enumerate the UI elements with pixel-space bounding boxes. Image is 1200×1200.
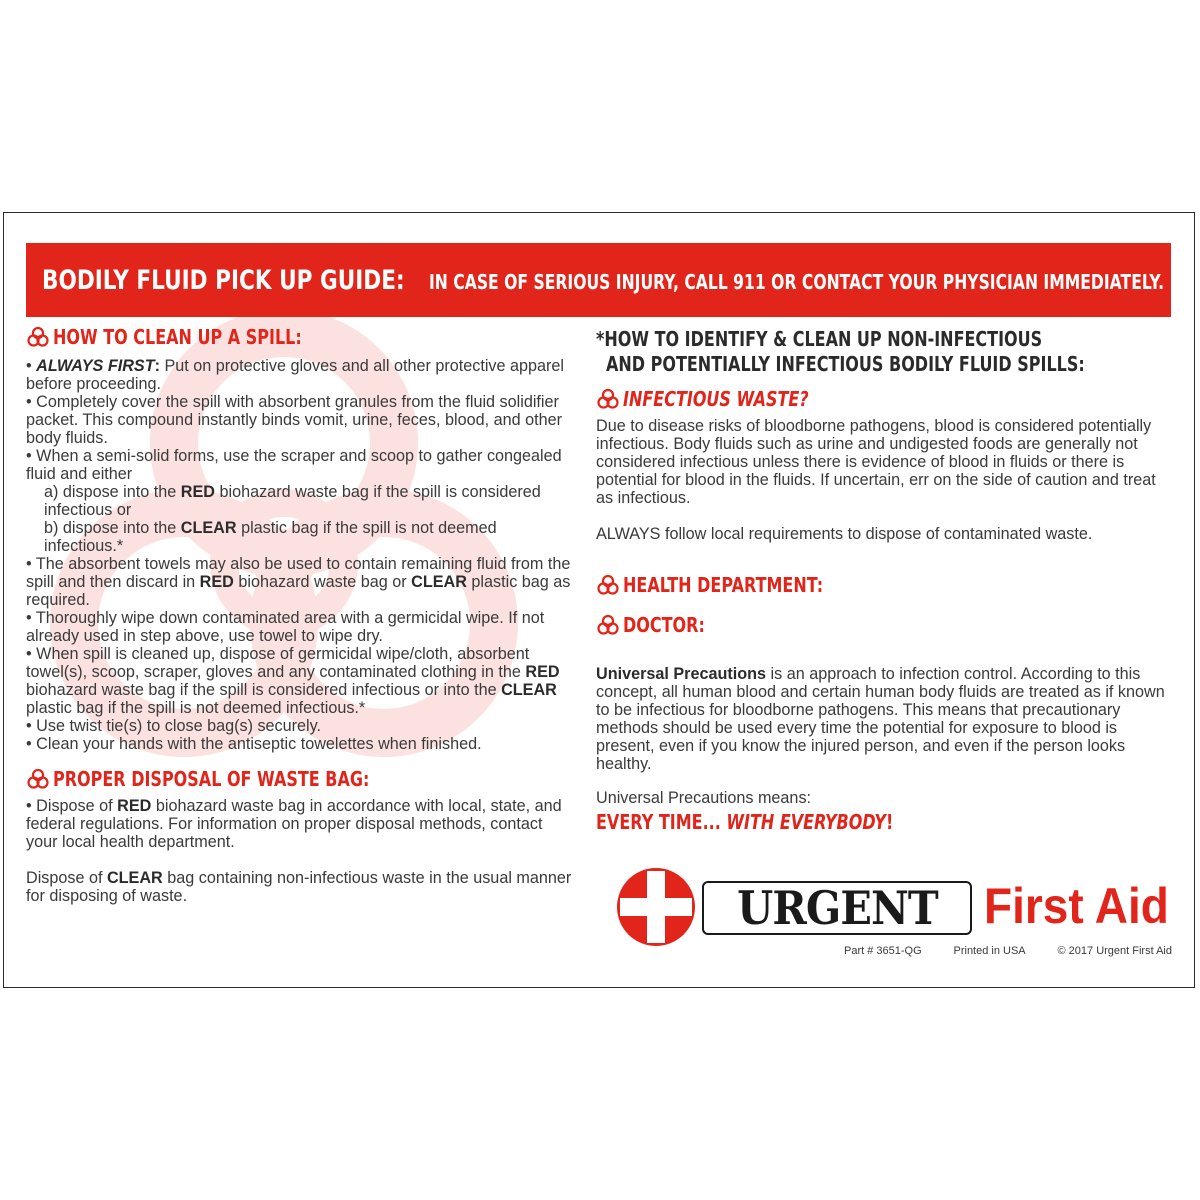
with-everybody-text: WITH EVERYBODY [726, 810, 886, 834]
list-item: • Thoroughly wipe down contaminated area with a germicidal wipe. If not already used in step above, use towel to wipe dry. [26, 609, 545, 645]
urgent-first-aid-logo [616, 865, 1176, 945]
option-text: biohazard waste bag if the spill is considered infectious or [44, 483, 541, 519]
paragraph-text: bag containing non-infectious waste in the usual manner for disposing of waste. [26, 869, 572, 905]
right-column [596, 327, 1172, 835]
biohazard-icon [596, 387, 620, 411]
list-item: • ALWAYS FIRST: Put on protective gloves and all other protective apparel before proceeding. [26, 357, 565, 393]
means-text: Universal Precautions means: [596, 789, 812, 807]
list-item-text: The absorbent towels may also be used to contain remaining fluid from the spill and then discard in [26, 555, 571, 591]
urgent-wordmark [702, 881, 972, 935]
option-text: a) dispose into the [44, 483, 177, 501]
infectious-heading-text: INFECTIOUS WASTE? [623, 387, 809, 411]
guide-card [3, 212, 1195, 988]
option-a [26, 483, 574, 519]
always-first-label: ALWAYS FIRST [36, 357, 155, 375]
identify-heading [596, 327, 1172, 377]
health-department-heading [596, 573, 1172, 597]
infectious-text: Due to disease risks of bloodborne pathogens, blood is considered potentially infectious. Body fluids such as urine and undigested foods are generally not considered infectious unless there is evidence of blood in fluids or there is potential for blood in the fluids. If uncertain, err on the side of caution and treat as infectious. [596, 417, 1156, 507]
list-item: • Dispose of RED biohazard waste bag in accordance with local, state, and federal regulations. For information on proper disposal methods, contact your local health department. [26, 797, 562, 851]
clear-word: CLEAR [180, 519, 237, 537]
infectious-text-block [596, 417, 1172, 543]
universal-precautions-text: is an approach to infection control. According to this concept, all human blood and certain human body fluids are treated as if known to be infectious for bloodborne pathogens. This means that precautionary methods should be used every time the potential for exposure to blood is present, even if you know the injured person, and even if the person looks healthy. [596, 665, 1165, 773]
part-number: Part # 3651-QG [844, 945, 922, 957]
list-item-text: plastic bag if the spill is not deemed infectious.* [26, 699, 366, 717]
list-item-text: biohazard waste bag in accordance with local, state, and federal regulations. For information on proper disposal methods, contact your local health department. [26, 797, 562, 851]
infectious-heading [596, 387, 1172, 411]
footer [844, 945, 1172, 957]
identify-line-2: AND POTENTIALLY INFECTIOUS BODILY FLUID SPILLS: [606, 352, 1085, 376]
list-item: • When spill is cleaned up, dispose of germicidal wipe/cloth, absorbent towel(s), scoop, scraper, gloves and any contaminated clothing in the RED biohazard waste bag if the spill is considered infectious or into the CLEAR plastic bag if the spill is not deemed infectious.* [26, 645, 560, 717]
always-follow-text: ALWAYS follow local requirements to dispose of contaminated waste. [596, 525, 1093, 543]
biohazard-icon [596, 613, 620, 637]
list-item: • The absorbent towels may also be used to contain remaining fluid from the spill and then discard in RED biohazard waste bag or CLEAR plastic bag as required. [26, 555, 571, 609]
red-word: RED [180, 483, 215, 501]
list-item: • When a semi-solid forms, use the scraper and scoop to gather congealed fluid and either [26, 447, 562, 483]
list-item-text: Completely cover the spill with absorbent granules from the fluid solidifier packet. This compound instantly binds vomit, urine, feces, blood, and other body fluids. [26, 393, 562, 447]
disposal-heading-text: PROPER DISPOSAL OF WASTE BAG: [53, 767, 370, 791]
universal-precautions-block [596, 665, 1172, 835]
exclaim-text: ! [885, 810, 894, 834]
list-item: • Completely cover the spill with absorbent granules from the fluid solidifier packet. This compound instantly binds vomit, urine, feces, blood, and other body fluids. [26, 393, 562, 447]
list-item-text: plastic bag as required. [26, 573, 571, 609]
list-item-text: Dispose of [36, 797, 113, 815]
spill-heading-text: HOW TO CLEAN UP A SPILL: [53, 325, 302, 349]
paragraph-text: Dispose of [26, 869, 103, 887]
header-banner [26, 243, 1171, 317]
identify-line-1: *HOW TO IDENTIFY & CLEAN UP NON-INFECTIOUS [596, 327, 1043, 351]
universal-precautions-paragraph [596, 665, 1172, 773]
biohazard-icon [596, 573, 620, 597]
left-column [26, 325, 574, 905]
option-b [26, 519, 574, 555]
paragraph [26, 869, 574, 905]
printed-in: Printed in USA [953, 945, 1026, 957]
list-item-text: biohazard waste bag if the spill is considered infectious or into the [26, 681, 497, 699]
urgent-text: URGENT [736, 881, 938, 935]
list-item-text: Use twist tie(s) to close bag(s) securely. [36, 717, 322, 735]
every-time-text: EVERY TIME... [596, 810, 721, 834]
list-item-text: Clean your hands with the antiseptic towelettes when finished. [36, 735, 482, 753]
copyright: © 2017 Urgent First Aid [1057, 945, 1172, 957]
doctor-text: DOCTOR: [623, 613, 705, 637]
banner-title: BODILY FLUID PICK UP GUIDE: [42, 264, 405, 296]
disposal-instructions [26, 797, 574, 905]
red-word: RED [199, 573, 234, 591]
biohazard-icon [26, 325, 50, 349]
clear-word: CLEAR [501, 681, 557, 699]
red-word: RED [117, 797, 152, 815]
option-text: b) dispose into the [44, 519, 177, 537]
clear-word: CLEAR [106, 869, 163, 887]
first-aid-text: First Aid [984, 878, 1169, 934]
option-text: plastic bag if the spill is not deemed infectious.* [44, 519, 497, 555]
doctor-heading [596, 613, 1172, 637]
list-item-text: biohazard waste bag or [238, 573, 407, 591]
banner-subtitle: IN CASE OF SERIOUS INJURY, CALL 911 OR CONTACT YOUR PHYSICIAN IMMEDIATELY. [429, 270, 1165, 294]
disposal-heading [26, 767, 574, 791]
every-time-slogan [596, 810, 1172, 835]
clear-word: CLEAR [411, 573, 467, 591]
universal-precautions-label: Universal Precautions [596, 665, 767, 683]
health-department-text: HEALTH DEPARTMENT: [623, 573, 824, 597]
list-item: • Clean your hands with the antiseptic towelettes when finished. [26, 735, 482, 753]
list-item: • Use twist tie(s) to close bag(s) securely. [26, 717, 322, 735]
biohazard-icon [26, 767, 50, 791]
spill-instructions [26, 357, 574, 753]
list-item-text: When spill is cleaned up, dispose of germicidal wipe/cloth, absorbent towel(s), scoop, scraper, gloves and any contaminated clothing in the [26, 645, 530, 681]
red-cross-logo-icon [616, 867, 696, 947]
list-item-text: Thoroughly wipe down contaminated area with a germicidal wipe. If not already used in step above, use towel to wipe dry. [26, 609, 545, 645]
red-word: RED [525, 663, 560, 681]
list-item-text: Put on protective gloves and all other protective apparel before proceeding. [26, 357, 565, 393]
list-item-text: When a semi-solid forms, use the scraper and scoop to gather congealed fluid and either [26, 447, 562, 483]
spill-heading [26, 325, 574, 349]
